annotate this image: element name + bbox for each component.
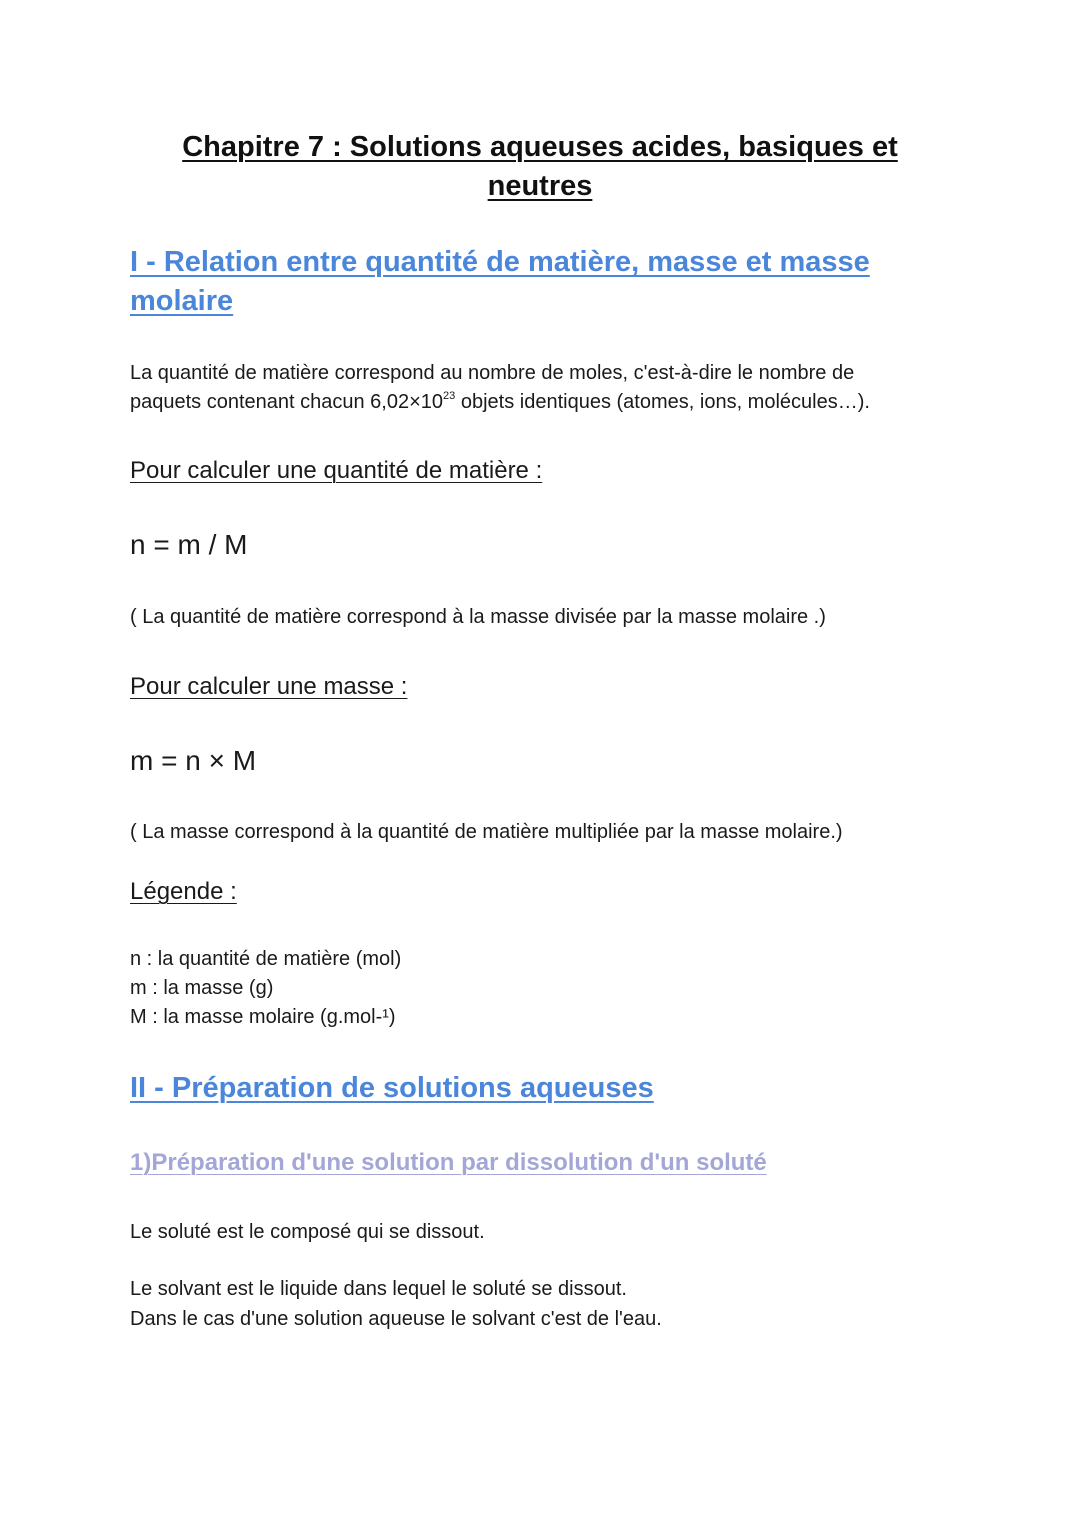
section-2-heading: II - Préparation de solutions aqueuses [130,1072,654,1104]
formula-quantity-explanation: ( La quantité de matière correspond à la masse divisée par la masse molaire .) [130,606,826,628]
legend-label: Légende : [130,878,237,905]
section-1-heading-line-2: molaire [130,285,234,317]
intro-text-after-exponent: objets identiques (atomes, ions, molécules…). [455,391,870,413]
chapter-title-line-2: neutres [487,170,593,202]
solute-definition: Le soluté est le composé qui se dissout. [130,1221,485,1243]
intro-text-before-exponent: paquets contenant chacun 6,02×10 [130,391,444,413]
solvent-definition-line-2: Dans le cas d'une solution aqueuse le solvant c'est de l'eau. [130,1308,662,1330]
legend-item-molar-mass: M : la masse molaire (g.mol-¹) [130,1006,396,1028]
chapter-title [130,128,950,206]
calc-mass-label: Pour calculer une masse : [130,673,408,700]
chapter-title-line-1: Chapitre 7 : Solutions aqueuses acides, basiques et [182,131,898,163]
section-1-heading-line-1: I - Relation entre quantité de matière, masse et masse [130,246,870,278]
intro-paragraph-line-1: La quantité de matière correspond au nombre de moles, c'est-à-dire le nombre de [130,362,855,384]
subsection-1-heading: 1)Préparation d'une solution par dissolution d'un soluté [130,1149,767,1176]
formula-quantity: n = m / M [130,529,248,560]
calc-quantity-label: Pour calculer une quantité de matière : [130,457,543,484]
formula-mass-explanation: ( La masse correspond à la quantité de matière multipliée par la masse molaire.) [130,821,843,843]
avogadro-exponent: 23 [443,390,456,402]
legend-item-n: n : la quantité de matière (mol) [130,948,402,970]
formula-mass: m = n × M [130,745,257,776]
intro-paragraph-line-2 [130,388,870,417]
legend-item-m: m : la masse (g) [130,977,274,999]
solvent-definition-line-1: Le solvant est le liquide dans lequel le soluté se dissout. [130,1278,627,1300]
